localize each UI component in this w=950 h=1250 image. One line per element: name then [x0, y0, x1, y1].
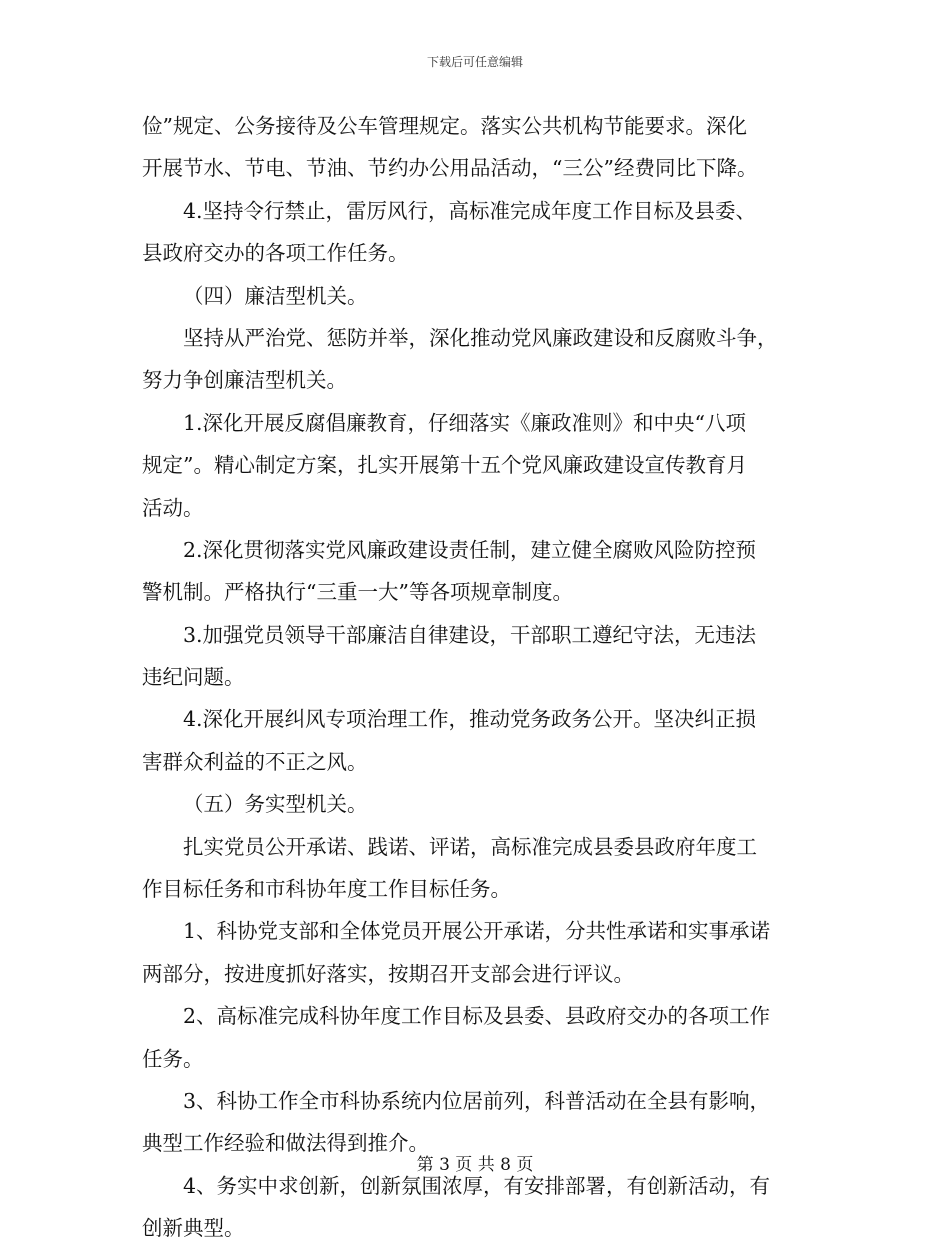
text-line: 努力争创廉洁型机关。 [142, 368, 347, 393]
text-line: 扎实党员公开承诺、践诺、评诺，高标准完成县委县政府年度工 [183, 834, 757, 859]
text-line: 2、高标准完成科协年度工作目标及县委、县政府交办的各项工作 [183, 1004, 771, 1029]
text-line: 坚持从严治党、惩防并举，深化推动党风廉政建设和反腐败斗争， [183, 325, 778, 350]
text-line: 1.深化开展反腐倡廉教育，仔细落实《廉政准则》和中央“八项 [183, 410, 747, 435]
text-line: 3.加强党员领导干部廉洁自律建设，干部职工遵纪守法，无违法 [183, 622, 757, 647]
text-line: 活动。 [142, 495, 204, 520]
text-line: 两部分，按进度抓好落实，按期召开支部会进行评议。 [142, 961, 634, 986]
document-body [142, 105, 812, 1250]
text-line: 作目标任务和市科协年度工作目标任务。 [142, 877, 511, 902]
text-line: 警机制。严格执行“三重一大”等各项规章制度。 [142, 580, 573, 605]
text-line: 害群众利益的不正之风。 [142, 749, 368, 774]
text-line: 4、务实中求创新，创新氛围浓厚，有安排部署，有创新活动，有 [183, 1173, 771, 1198]
text-line: 俭”规定、公务接待及公车管理规定。落实公共机构节能要求。深化 [142, 114, 747, 138]
text-line: 开展节水、节电、节油、节约办公用品活动，“三公”经费同比下降。 [142, 156, 758, 181]
text-line: 2.深化贯彻落实党风廉政建设责任制，建立健全腐败风险防控预 [183, 537, 757, 562]
text-line: 典型工作经验和做法得到推介。 [142, 1131, 429, 1156]
text-line: 创新典型。 [142, 1216, 245, 1241]
text-line: 4.坚持令行禁止，雷厉风行，高标准完成年度工作目标及县委、 [183, 198, 757, 223]
text-line: 县政府交办的各项工作任务。 [142, 241, 409, 266]
text-line: 3、科协工作全市科协系统内位居前列，科普活动在全县有影响， [183, 1088, 771, 1113]
section-heading: （四）廉洁型机关。 [183, 283, 368, 308]
page-header: 下载后可任意编辑 [426, 55, 523, 69]
text-line: 1、科协党支部和全体党员开展公开承诺，分共性承诺和实事承诺 [183, 919, 771, 944]
section-heading: （五）务实型机关。 [183, 792, 368, 817]
text-line: 4.深化开展纠风专项治理工作，推动党务政务公开。坚决纠正损 [183, 707, 757, 732]
page-number-footer: 第 3 页 共 8 页 [416, 1155, 534, 1175]
text-line: 违纪问题。 [142, 665, 245, 690]
text-line: 规定”。精心制定方案，扎实开展第十五个党风廉政建设宣传教育月 [142, 453, 747, 478]
text-line: 任务。 [142, 1046, 204, 1071]
